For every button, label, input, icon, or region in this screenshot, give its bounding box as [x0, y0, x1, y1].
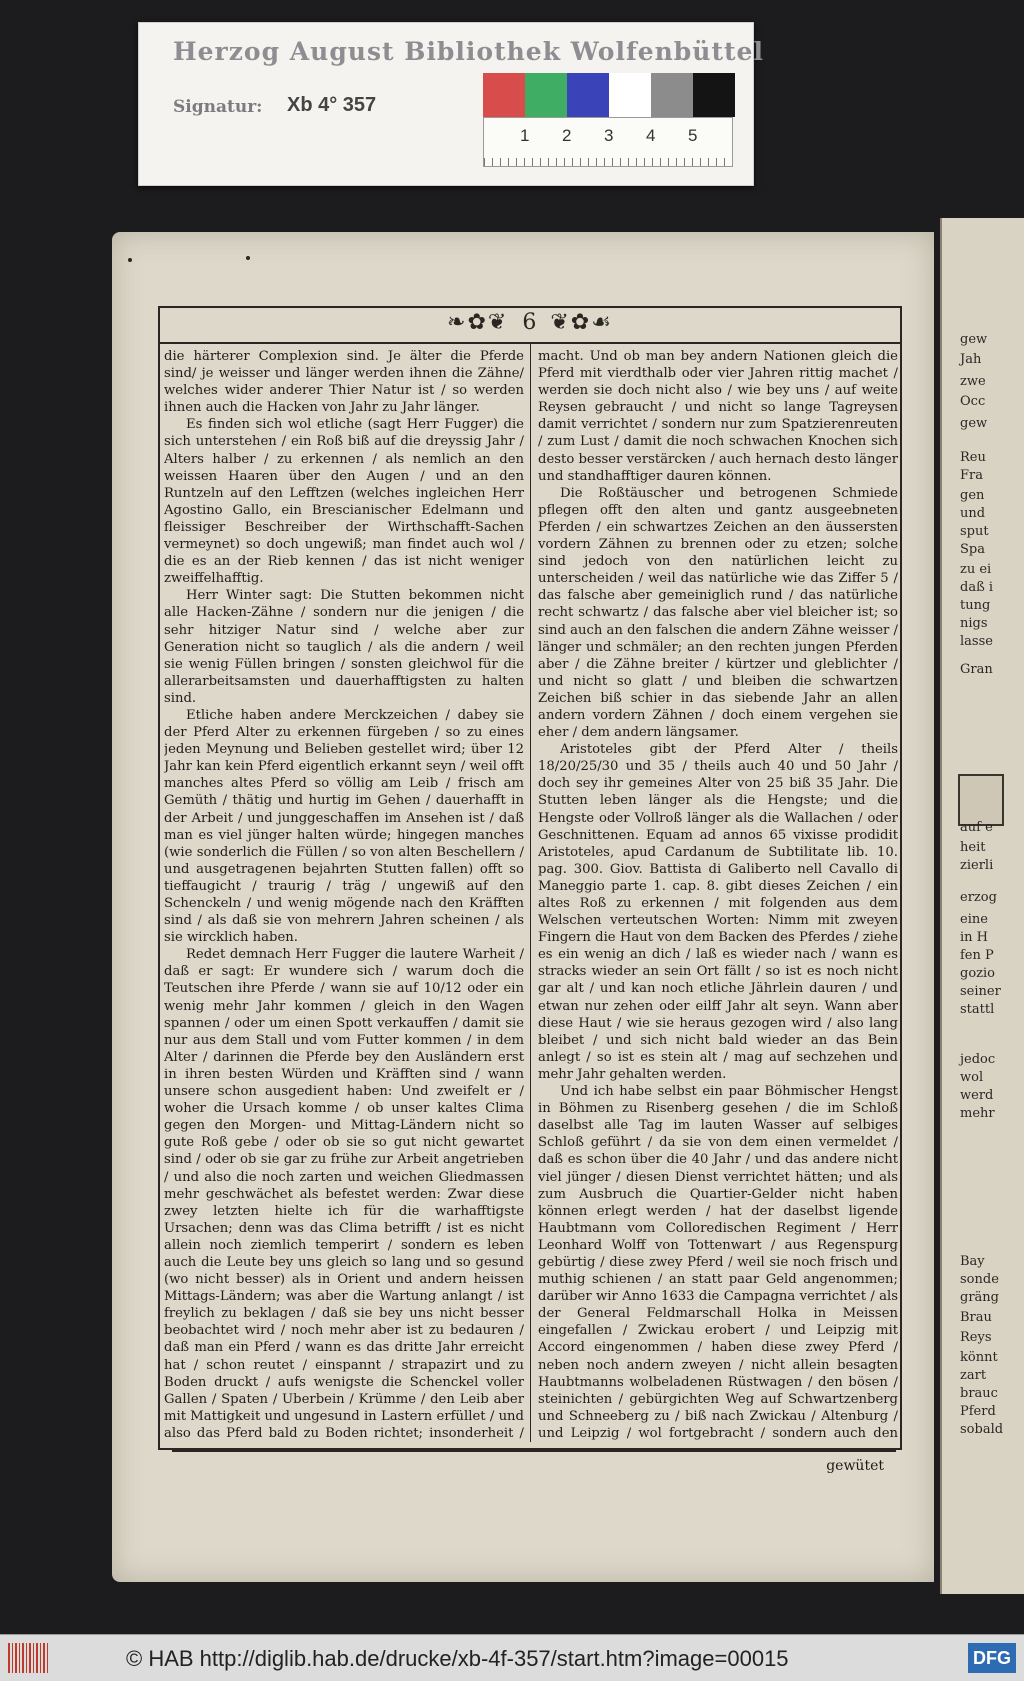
paragraph: Herr Winter sagt: Die Stutten bekommen nicht alle Hacken-Zähne / sondern nur die jenigen / die sehr hitziger Natur sind / welche aber zur Generation nicht so tauglich / als die andern / weil sie wenig Füllen bringen / sonsten gleichwol für die allerarbeitsamsten und dauerhafftigsten zu halten sind.: [164, 588, 524, 706]
page-number: 6: [522, 310, 537, 335]
color-swatches: [483, 73, 735, 117]
next-page-text-fragment: stattl: [960, 1002, 995, 1017]
next-page-text-fragment: und: [960, 506, 986, 521]
next-page-text-fragment: lasse: [960, 634, 993, 649]
next-page-text-fragment: wol: [960, 1070, 984, 1085]
viewer-footer: [0, 1634, 1024, 1681]
next-page-text-fragment: mehr: [960, 1106, 995, 1121]
next-page-text-fragment: fen P: [960, 948, 994, 963]
ruler-mark-5: 5: [688, 126, 698, 145]
right-column: [538, 348, 898, 1440]
next-page-text-fragment: Brau: [960, 1310, 992, 1325]
next-page-text-fragment: könnt: [960, 1350, 998, 1365]
next-page-text-fragment: gozio: [960, 966, 995, 981]
ornament-left: ❧✿❦: [447, 310, 509, 335]
next-page-text-fragment: Pferd: [960, 1404, 996, 1419]
next-page-text-fragment: werd: [960, 1088, 994, 1103]
next-page-text-fragment: zu ei: [960, 562, 992, 577]
paragraph: die härterer Complexion sind. Je älter die Pferde sind/ je weisser und länger werden ihnen die Zähne/ welches wider anderer Thier Natur ist / so werden ihnen auch die Hacken von Jahr zu Jahr länger.: [164, 349, 524, 416]
next-page-text-fragment: Occ: [960, 394, 986, 409]
next-page-text-fragment: daß i: [960, 580, 994, 595]
next-page-text-fragment: Gran: [960, 662, 993, 677]
paragraph: Es finden sich wol etliche (sagt Herr Fugger) die sich unterstehen / ein Roß biß auf die dreyssig Jahr / Alters halber / zu erkennen / als nemlich an den weissen Haaren über den Augen / und an den Runtzeln auf den Lefftzen (welches ingleichen Herr Agostino Gallo, ein Brescianischer Edelmann und fleissiger Beschreiber der Wirthschafft-Sachen vermeynet) so doch ungewiß; man findet auch wol / die es an der Rieb kennen / das ist nicht weniger zweiffelhafftig.: [164, 417, 524, 587]
next-page-text-fragment: gew: [960, 416, 988, 431]
next-page-text-fragment: gräng: [960, 1290, 999, 1305]
next-page-text-fragment: sobald: [960, 1422, 1004, 1437]
footer-rule: [172, 1450, 896, 1452]
source-link[interactable]: © HAB http://diglib.hab.de/drucke/xb-4f-357/start.htm?image=00015: [126, 1646, 789, 1671]
ruler-mark-3: 3: [604, 126, 614, 145]
paragraph: Die Roßtäuscher und betrogenen Schmiede pflegen offt den alten und gantz ausgeebneten Pferden / ein schwartzes Zeichen an den äussersten vordern Zähnen zu brennen oder zu etzen; solche sind jedoch von den natürlichen leicht zu unterscheiden / weil das natürliche wie das Ziffer 5 / das falsche aber gemeiniglich rund / das natürliche recht schwartz / das falsche aber viel bleicher ist; so sind auch an den falschen die andern Zähne weisser / länger und schmäler; an den rechten jungen Pferden aber / die Zähne breiter / kürtzer und gleblichter / und nicht so glatt / und bleiben die schwartzen Zeichen biß schier in das siebende Jahr an allen andern vordern Zähnen / doch einem vergehen sie eher / dem andern längsamer.: [538, 485, 898, 741]
catchword: gewütet: [826, 1458, 884, 1474]
next-page-text-fragment: gew: [960, 332, 988, 347]
color-swatch: [609, 73, 651, 117]
ruler-mark-2: 2: [562, 126, 572, 145]
paragraph: macht. Und ob man bey andern Nationen gleich die Pferd mit vierdthalb oder vier Jahren rittig machet / werden sie doch nicht also / wie bey uns / auf weite Reysen gebraucht / und nicht so lange Tagreysen damit verrichtet / sondern nur zum Spatzierenreuten / zum Lust / damit die noch schwachen Knochen sich desto besser verstärcken / auch hernach desto länger und standhafftiger dauren können.: [538, 349, 898, 484]
page-speck: [128, 258, 132, 262]
paragraph: Aristoteles gibt der Pferd Alter / theils 18/20/25/30 und 35 / theils auch 40 und 50 Jahr / doch sey ihr gemeines Alter von 25 biß 35 Jahr. Die Stutten leben länger als die Hengste; und die Hengste oder Vollroß länger als die Wallachen / oder Geschnittenen. Equam ad annos 65 vixisse prodidit Aristoteles, apud Cardanum de Subtilitate lib. 10. pag. 300. Giov. Battista di Galiberto nell Cavallo di Maneggio parte 1. cap. 8. gibt dieses Zeichen / ein altes Roß zu erkennen / mit folgenden aus dem Welschen verteutschen Worten: Nimm mit zweyen Fingern die Haut von dem Backen des Pferdes / ziehe es ein wenig an dich / laß es wieder nach / wann es stracks wieder an sein Ort fällt / so ist es noch nicht gar alt / und kan noch etliche Jährlein dauren / und etwan nur zehen oder eilff Jahr alt seyn. Wann aber diese Haut / wie sie heraus gezogen wird / also lang bleibet / und sich nicht bald wieder an das Bein anlegt / so ist es stein alt / mag auf sechzehen und mehr Jahr gehalten werden.: [538, 742, 898, 1082]
decorated-initial: [958, 774, 1004, 826]
next-page-text-fragment: eine: [960, 912, 988, 927]
next-page-text-fragment: sonde: [960, 1272, 999, 1287]
text-frame: [158, 306, 902, 1450]
color-swatch: [693, 73, 735, 117]
scale-ruler: [483, 117, 733, 167]
paragraph: Redet demnach Herr Fugger die lautere Warheit / daß er sagt: Er wundere sich / warum doch die Teutschen ihre Pferde / wann sie auf 10/12 oder ein wenig mehr Jahr kommen / gleich in den Wagen spannen / oder um einen Spott verkauffen / damit sie nur aus dem Stall und vom Futter kommen / in dem Alter / darinnen die Pferde bey den Ausländern erst in ihren besten Würden und Kräfften sind / wann unsere schon ausgedient haben: Und zweifelt er / woher die Ursach komme / ob unser kaltes Clima gegen den Morgen- und Mittag-Ländern nicht so gute Roß gebe / oder ob sie so gut nicht gewartet sind / oder ob sie gar zu frühe zur Arbeit angetrieben / und also die noch zarten und weichen Gliedmassen mehr geschwächet als befestet werden: Zwar diese zwey letzten hielte ich für die warhafftigste Ursachen; denn was das Clima betrifft / ist es nicht allein noch ziemlich temperirt / sondern es leben auch die Leute bey uns gleich so lang und so gesund (wo nicht besser) als in Orient und andern heissen Mittags-Ländern; was aber die Wartung anlangt / ist freylich zu beklagen / daß sie bey uns nicht besser beobachtet wird / noch mehr aber ist zu bedauren / daß man ein Pferd / wann es das dritte Jahr erreicht hat / schon reutet / einspannt / strapazirt und zu Boden druckt / aufs wenigste die Schenckel voller Gallen / Spaten / Uberbein / Krümme / den Leib aber mit Mattigkeit und ungesund in Lastern erfüllet / und also das Pferd bald zu Boden richtet; insonderheit /: [164, 947, 524, 1440]
next-page-text-fragment: auf e: [960, 820, 993, 835]
column-divider: [530, 344, 531, 1442]
next-page-text-fragment: tung: [960, 598, 991, 613]
library-name: Herzog August Bibliothek Wolfenbüttel: [173, 37, 764, 66]
paragraph: Und ich habe selbst ein paar Böhmischer Hengst in Böhmen zu Risenberg gesehen / die im Schloß daselbst alle Tag im lauten Wasser auf selbiges Schloß geführt / da sie von dem einen vermeldet / daß es schon über die 40 Jahr / und das andere nicht viel jünger / diesen Dienst verrichtet hätten; und als zum Ausbruch die Quartier-Gelder nicht haben können erlegt werden / hat der daselbst ligende Haubtmann vom Colloredischen Regiment / Herr Leonhard Wolff von Tottenwart / aus Regenspurg gebürtig / diese zwey Pferd / weil sie noch frisch und muthig schienen / an statt paar Geld angenommen; darüber wir Anno 1633 die Campagna verrichtet / als der General Feldmarschall Holka in Meissen eingefallen / Zwickau erobert / und Leipzig mit Accord eingenommen / haben diese zwey Pferd / neben noch andern zweyen / nicht allein besagten Haubtmanns wolbeladenen Rüstwagen / den bösen / steinichten / gebürgichten Weg auf Schwartzenberg und Schneeberg zu / biß nach Zwickau / Altenburg / und Leipzig / wol fortgebracht / sondern auch den: [538, 1084, 898, 1440]
color-swatch: [651, 73, 693, 117]
page-header: [160, 310, 900, 335]
next-page-text-fragment: Reu: [960, 450, 986, 465]
next-page-text-fragment: jedoc: [960, 1052, 996, 1067]
color-swatch: [567, 73, 609, 117]
next-page-text-fragment: nigs: [960, 616, 988, 631]
next-page-text-fragment: zierli: [960, 858, 994, 873]
library-label-card: [138, 22, 764, 186]
signature-value: Xb 4° 357: [287, 94, 377, 116]
next-page-text-fragment: zwe: [960, 374, 986, 389]
next-page-text-fragment: in H: [960, 930, 988, 945]
page-speck: [246, 256, 250, 260]
left-column: [164, 348, 524, 1440]
ruler-mark-4: 4: [646, 126, 656, 145]
next-page-text-fragment: zart: [960, 1368, 987, 1383]
color-swatch: [483, 73, 525, 117]
ornament-right: ❦✿☙: [550, 310, 613, 335]
next-page-text-fragment: gen: [960, 488, 985, 503]
next-page-text-fragment: sput: [960, 524, 989, 539]
next-page-text-fragment: brauc: [960, 1386, 998, 1401]
next-page-text-fragment: Jah: [960, 352, 982, 367]
next-page-text-fragment: Reys: [960, 1330, 992, 1345]
dfg-logo: DFG: [968, 1643, 1016, 1673]
next-page-text-fragment: Fra: [960, 468, 983, 483]
next-page-text-fragment: Spa: [960, 542, 985, 557]
barcode-icon: [8, 1643, 48, 1673]
next-page-text-fragment: seiner: [960, 984, 1001, 999]
color-swatch: [525, 73, 567, 117]
next-page-text-fragment: heit: [960, 840, 986, 855]
ruler-mark-1: 1: [520, 126, 530, 145]
next-page-text-fragment: erzog: [960, 890, 997, 905]
next-page-edge: [940, 218, 1024, 1594]
signature-label: Signatur:: [173, 97, 263, 117]
paragraph: Etliche haben andere Merckzeichen / dabey sie der Pferd Alter zu erkennen fürgeben / so zu eines jeden Meynung und Belieben gestellet wird; über 12 Jahr kan kein Pferd eigentlich erkannt seyn / weil offt manches altes Pferd so völlig am Leib / frisch am Gemüth / thätig und hurtig im Gehen / dauerhafft in der Arbeit / und junggeschaffen im Ansehen ist / daß man es viel jünger halten würde; hingegen manches (wie sonderlich die Füllen / so von alten Beschellern / und ausgetragenen bejahrten Stutten fallen) offt so tieffaugicht / traurig / träg / ungewiß auf den Schenckeln / und wenig mögende nach den Kräfften sind / als daß sie von mehrern Jahren scheinen / als sie wircklich haben.: [164, 707, 524, 946]
book-page: [112, 232, 934, 1582]
next-page-text-fragment: Bay: [960, 1254, 985, 1269]
